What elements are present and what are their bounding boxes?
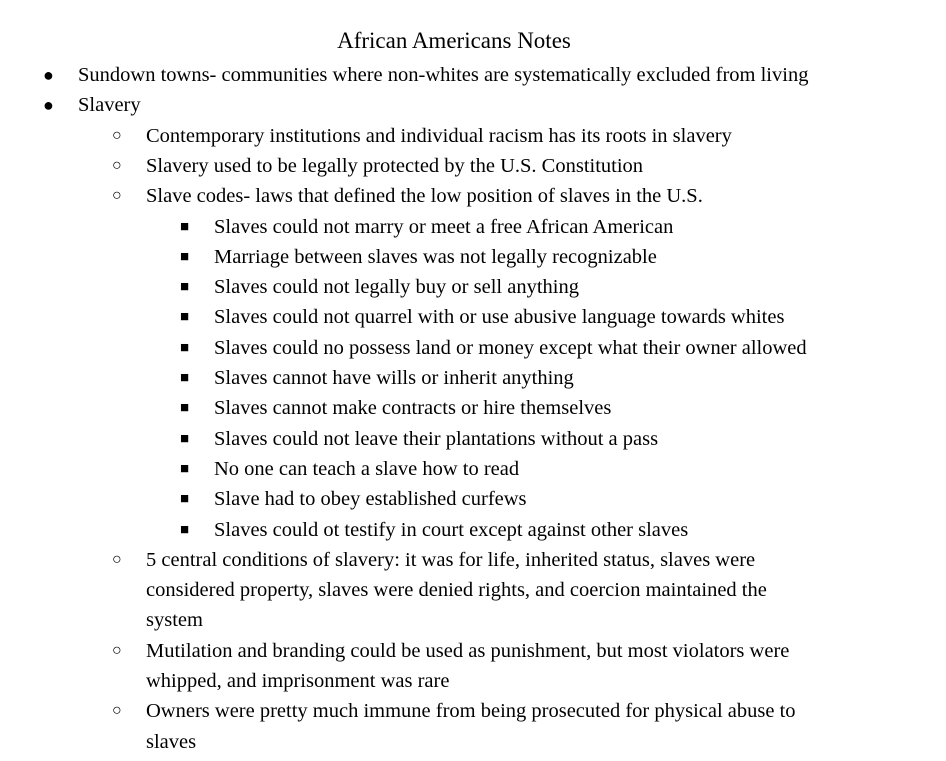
square-bullet-icon: ■	[180, 400, 190, 417]
hollow-circle-bullet-icon: ○	[112, 156, 122, 174]
square-bullet-icon: ■	[180, 218, 190, 235]
list-item-text: Slaves could ot testify in court except against other slaves	[214, 518, 689, 541]
list-item-text: Slaves could not quarrel with or use abusive language towards whites	[214, 306, 785, 329]
list-item-text: Slavery used to be legally protected by the U.S. Constitution	[146, 154, 644, 177]
filled-circle-bullet-icon: ●	[43, 95, 54, 116]
list-item-text: Contemporary institutions and individual racism has its roots in slavery	[146, 124, 732, 147]
list-item-text: system	[146, 609, 203, 632]
list-item-text: slaves	[146, 730, 197, 753]
list-item-text: Slaves cannot have wills or inherit anything	[214, 367, 574, 389]
list-item-text: Slaves cannot make contracts or hire themselves	[214, 397, 612, 420]
hollow-circle-bullet-icon: ○	[112, 550, 122, 568]
filled-circle-bullet-icon: ●	[43, 65, 54, 85]
hollow-circle-bullet-icon: ○	[112, 641, 122, 659]
list-item-text: Slavery	[78, 94, 141, 117]
list-item-text: Mutilation and branding could be used as punishment, but most violators were	[146, 639, 790, 662]
square-bullet-icon: ■	[180, 309, 190, 326]
square-bullet-icon: ■	[180, 370, 190, 386]
list-item-text: considered property, slaves were denied rights, and coercion maintained the	[146, 579, 767, 602]
list-item-text: Slave codes- laws that defined the low position of slaves in the U.S.	[146, 185, 703, 208]
square-bullet-icon: ■	[180, 339, 190, 356]
square-bullet-icon: ■	[180, 460, 190, 477]
list-item-text: Slaves could not legally buy or sell anything	[214, 276, 579, 299]
hollow-circle-bullet-icon: ○	[112, 187, 122, 205]
list-item-text: Owners were pretty much immune from being prosecuted for physical abuse to	[146, 700, 796, 723]
square-bullet-icon: ■	[180, 430, 190, 447]
list-item-text: Slaves could no possess land or money except what their owner allowed	[214, 336, 807, 359]
square-bullet-icon: ■	[180, 521, 190, 538]
square-bullet-icon: ■	[180, 279, 190, 296]
list-item-text: Slaves could not marry or meet a free African American	[214, 215, 674, 238]
list-item-text: No one can teach a slave how to read	[214, 457, 520, 480]
hollow-circle-bullet-icon: ○	[112, 126, 122, 144]
list-item-text: Slave had to obey established curfews	[214, 488, 527, 511]
list-item-text: Marriage between slaves was not legally recognizable	[214, 245, 657, 268]
square-bullet-icon: ■	[180, 491, 190, 508]
list-item-text: 5 central conditions of slavery: it was for life, inherited status, slaves were	[146, 548, 756, 571]
hollow-circle-bullet-icon: ○	[112, 702, 122, 720]
list-item-text: Sundown towns- communities where non-whites are systematically excluded from living	[78, 64, 809, 86]
list-item-text: whipped, and imprisonment was rare	[146, 670, 450, 692]
page-title: African Americans Notes	[337, 28, 571, 53]
square-bullet-icon: ■	[180, 248, 190, 265]
list-item-text: Slaves could not leave their plantations without a pass	[214, 427, 659, 450]
